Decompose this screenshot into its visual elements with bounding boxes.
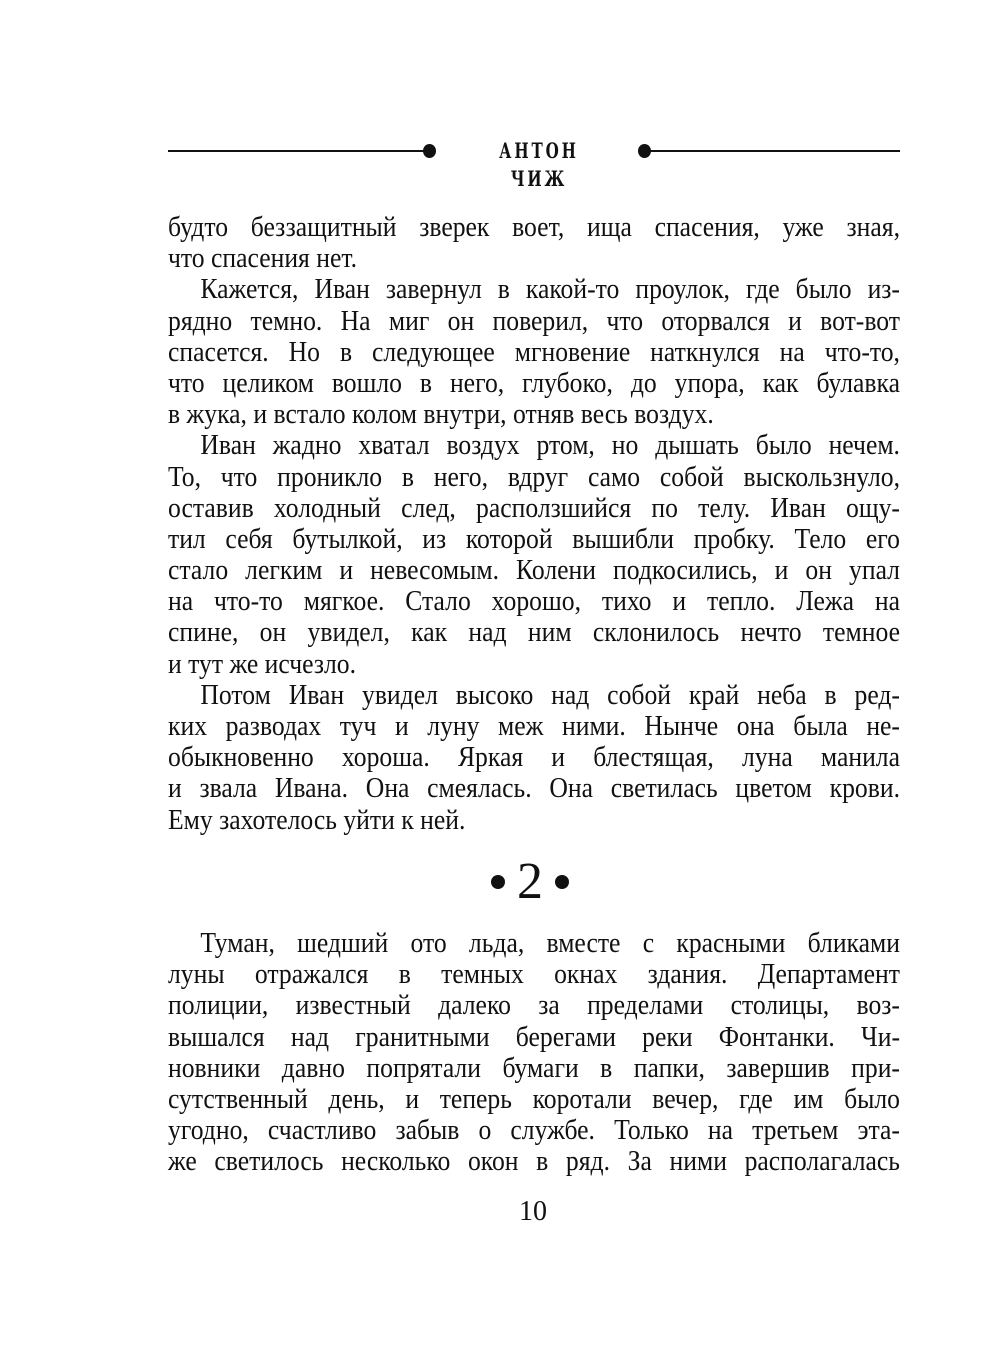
running-head xyxy=(168,136,900,191)
text-line: сутственный день, и теперь коротали вечер, где им было xyxy=(168,1083,900,1115)
chapter-bullet-left xyxy=(491,875,505,889)
body-text-part-1 xyxy=(168,212,900,836)
chapter-heading xyxy=(440,852,620,912)
text-line: вышался над гранитными берегами реки Фонтанки. Чи- xyxy=(168,1021,900,1053)
text-line: новники давно попрятали бумаги в папки, завершив при- xyxy=(168,1052,900,1084)
text-line: и тут же исчезло. xyxy=(168,648,357,680)
paragraph-first-line: Туман, шедший ото льда, вместе с красными бликами xyxy=(200,928,900,959)
text-line: спине, он увидел, как над ним склонилось нечто темное xyxy=(168,617,900,649)
text-line: и звала Ивана. Она смеялась. Она светилась цветом крови. xyxy=(168,773,900,805)
text-line: То, что проникло в него, вдруг само собой выскользнуло, xyxy=(168,461,900,493)
text-line: что целиком вошло в него, глубоко, до упора, как булавка xyxy=(168,367,900,399)
text-line: спасется. Но в следующее мгновение наткнулся на что-то, xyxy=(168,336,900,368)
header-rule-left xyxy=(168,150,430,152)
text-line: стало легким и невесомым. Колени подкосились, и он упал xyxy=(168,555,900,587)
header-rule-right xyxy=(644,150,900,152)
paragraph-first-line: Кажется, Иван завернул в какой-то проулок, где было из- xyxy=(200,274,900,306)
text-line: ких разводах туч и луну меж ними. Нынче она была не- xyxy=(168,711,900,742)
text-line: же светилось несколько окон в ряд. За ними располагалась xyxy=(168,1146,900,1178)
header-bullet-left xyxy=(423,144,436,158)
text-line: обыкновенно хороша. Яркая и блестящая, луна манила xyxy=(168,742,900,774)
text-line: в жука, и встало колом внутри, отняв весь воздух. xyxy=(168,399,714,431)
text-line: рядно темно. На миг он поверил, что оторвался и вот-вот xyxy=(168,305,900,337)
text-line: угодно, счастливо забыв о службе. Только на третьем эта- xyxy=(168,1115,900,1147)
body-text-part-2 xyxy=(168,928,900,1178)
text-line: Ему захотелось уйти к ней. xyxy=(168,804,466,836)
paragraph-first-line: Иван жадно хватал воздух ртом, но дышать было нечем. xyxy=(200,430,900,462)
chapter-number: 2 xyxy=(517,853,543,910)
author-name: АНТОН ЧИЖ xyxy=(499,138,579,191)
page-number: 10 xyxy=(519,1196,547,1227)
text-line: тил себя бутылкой, из которой вышибли пробку. Тело его xyxy=(168,523,900,555)
paragraph-first-line: Потом Иван увидел высоко над собой край неба в ред- xyxy=(200,679,900,711)
text-line: оставив холодный след, расползшийся по телу. Иван ощу- xyxy=(168,492,900,524)
text-line: луны отражался в темных окнах здания. Департамент xyxy=(168,959,900,991)
text-line: будто беззащитный зверек воет, ища спасения, уже зная, xyxy=(168,212,900,243)
text-line: на что-то мягкое. Стало хорошо, тихо и тепло. Лежа на xyxy=(168,586,900,618)
chapter-bullet-right xyxy=(555,875,569,889)
text-line: полиции, известный далеко за пределами столицы, воз- xyxy=(168,990,900,1022)
text-line: что спасения нет. xyxy=(168,243,358,275)
